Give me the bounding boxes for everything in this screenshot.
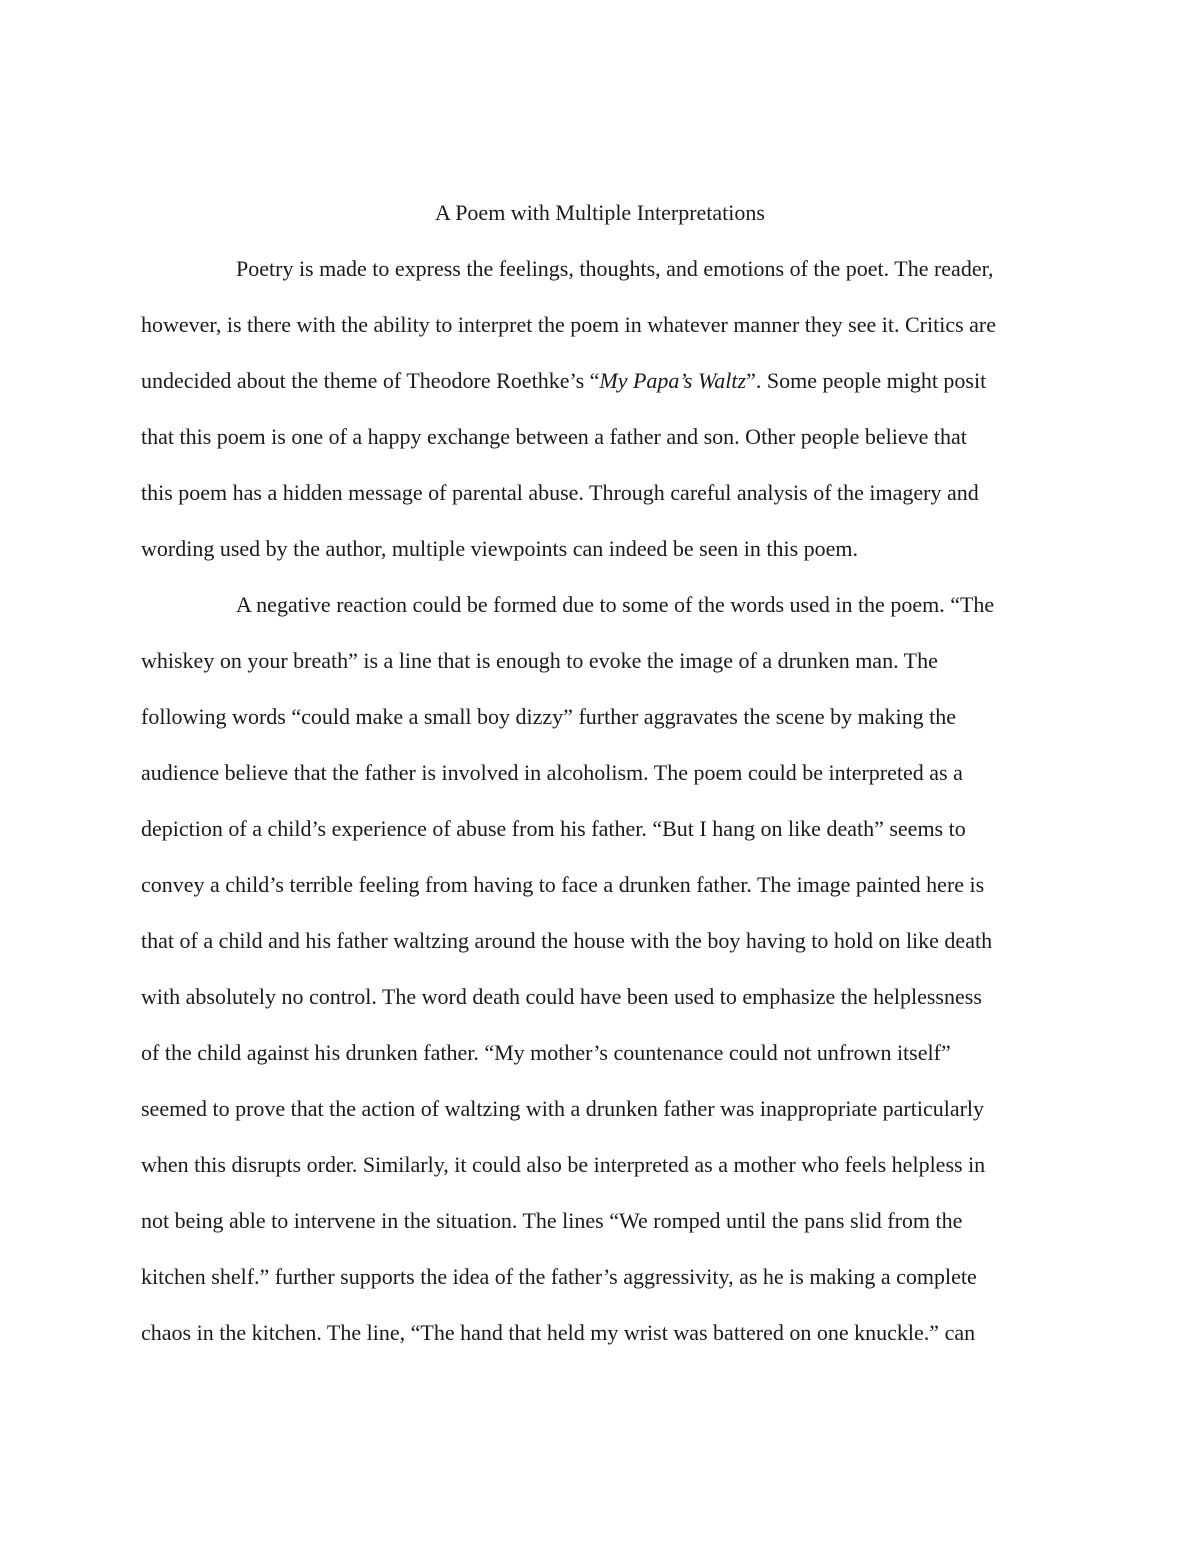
line-3-text-before-title: undecided about the theme of Theodore Roethke’s “ bbox=[141, 368, 600, 393]
paragraph-1-line-6: wording used by the author, multiple viewpoints can indeed be seen in this poem. bbox=[141, 536, 859, 561]
paragraph-2-line-14: chaos in the kitchen. The line, “The hand that held my wrist was battered on one knuckle.” can bbox=[141, 1320, 976, 1345]
essay-title: A Poem with Multiple Interpretations bbox=[435, 200, 765, 225]
paragraph-2-line-6: convey a child’s terrible feeling from having to face a drunken father. The image painted here is bbox=[141, 872, 985, 897]
poem-title: My Papa’s Waltz bbox=[599, 368, 747, 393]
paragraph-2-line-5: depiction of a child’s experience of abuse from his father. “But I hang on like death” seems to bbox=[141, 816, 966, 841]
paragraph-2-line-12: not being able to intervene in the situation. The lines “We romped until the pans slid from the bbox=[141, 1208, 963, 1233]
line-3-text-after-title: ”. Some people might posit bbox=[746, 368, 987, 393]
paragraph-2-line-4: audience believe that the father is involved in alcoholism. The poem could be interpreted as a bbox=[141, 760, 963, 785]
paragraph-2-line-1: A negative reaction could be formed due to some of the words used in the poem. “The bbox=[236, 592, 995, 617]
paragraph-2-line-10: seemed to prove that the action of waltzing with a drunken father was inappropriate particularly bbox=[141, 1096, 985, 1121]
paragraph-2-line-13: kitchen shelf.” further supports the idea of the father’s aggressivity, as he is making a complete bbox=[141, 1264, 977, 1289]
paragraph-1-line-4: that this poem is one of a happy exchange between a father and son. Other people believe that bbox=[141, 424, 967, 449]
paragraph-1-line-3 bbox=[141, 366, 986, 396]
paragraph-2-line-7: that of a child and his father waltzing around the house with the boy having to hold on like death bbox=[141, 928, 993, 953]
paragraph-2-line-9: of the child against his drunken father. “My mother’s countenance could not unfrown itself” bbox=[141, 1040, 951, 1065]
paragraph-2-line-11: when this disrupts order. Similarly, it could also be interpreted as a mother who feels helpless in bbox=[141, 1152, 986, 1177]
paragraph-2-line-3: following words “could make a small boy dizzy” further aggravates the scene by making the bbox=[141, 704, 956, 729]
paragraph-2-line-2: whiskey on your breath” is a line that is enough to evoke the image of a drunken man. The bbox=[141, 648, 938, 673]
paragraph-1-line-1: Poetry is made to express the feelings, thoughts, and emotions of the poet. The reader, bbox=[236, 256, 994, 281]
paragraph-1-line-5: this poem has a hidden message of parental abuse. Through careful analysis of the imagery and bbox=[141, 480, 979, 505]
paragraph-2-line-8: with absolutely no control. The word death could have been used to emphasize the helplessness bbox=[141, 984, 982, 1009]
paragraph-1-line-2: however, is there with the ability to interpret the poem in whatever manner they see it. Critics are bbox=[141, 312, 997, 337]
